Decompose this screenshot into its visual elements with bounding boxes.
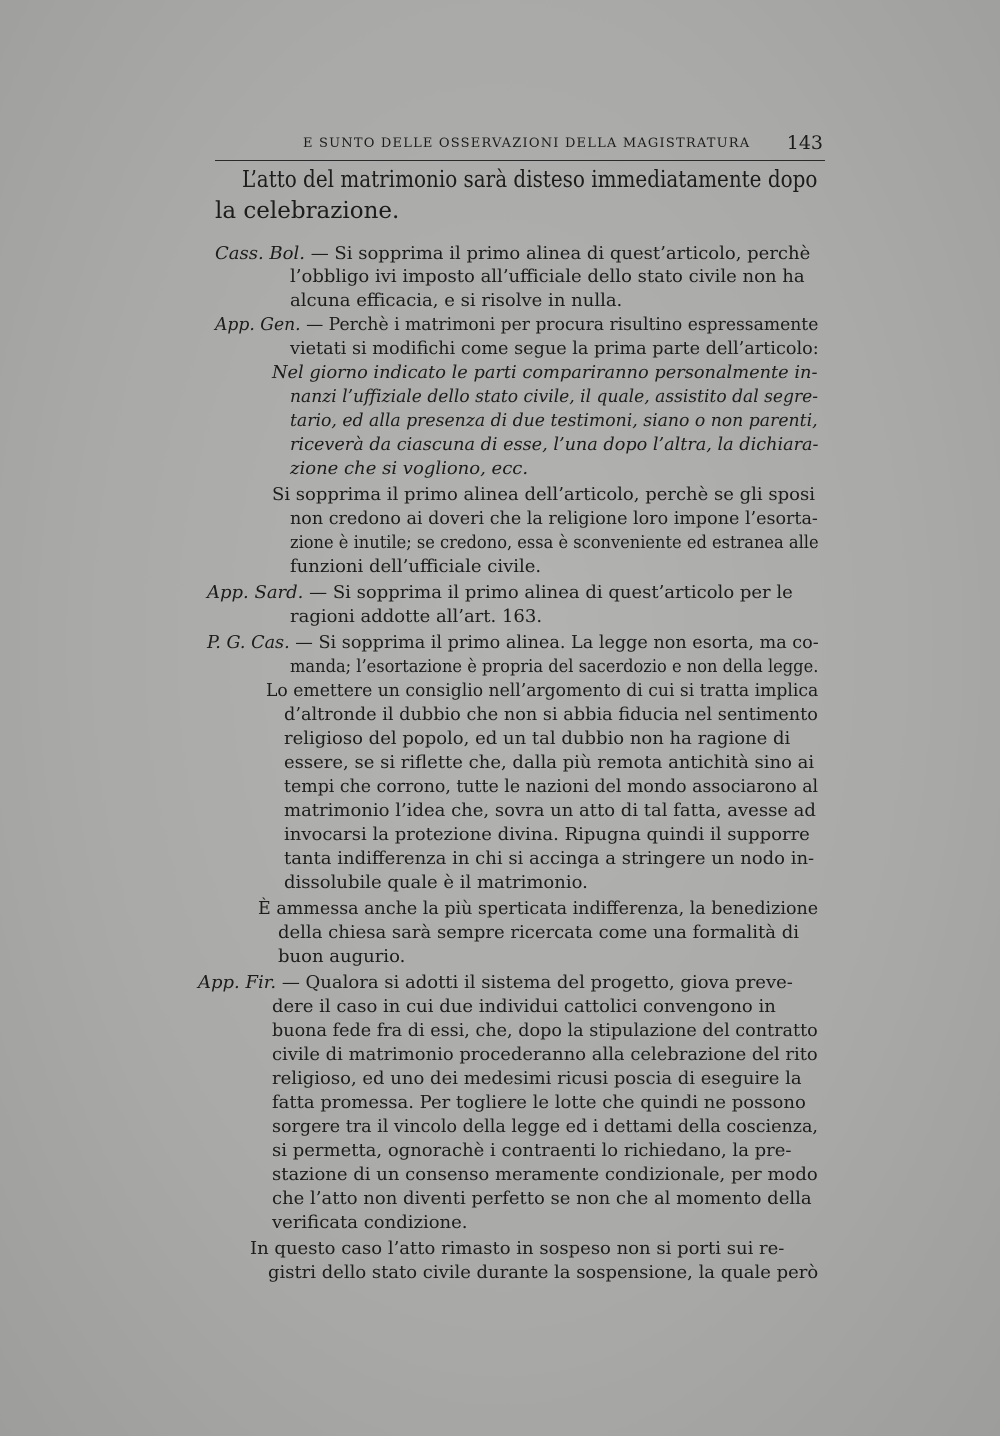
text-line (272, 484, 815, 506)
text-line (242, 166, 817, 194)
line-text: manda; l’esortazione è propria del sacerdozio e non della legge. (290, 656, 819, 677)
line-text: l’obbligo ivi imposto all’ufficiale dello stato civile non ha (290, 266, 805, 287)
line-text: che l’atto non diventi perfetto se non che al momento della (272, 1188, 812, 1209)
text-line (272, 1188, 812, 1210)
text-line (290, 338, 819, 360)
line-text: — Qualora si adotti il sistema del progetto, giova preve- (276, 972, 793, 993)
text-line (272, 1044, 818, 1066)
line-text: L’atto del matrimonio sarà disteso immediatamente dopo (242, 167, 818, 193)
text-line (290, 556, 541, 578)
line-text: funzioni dell’ufficiale civile. (290, 556, 542, 577)
text-line (284, 776, 818, 798)
text-line (284, 848, 814, 870)
line-text: È ammessa anche la più sperticata indifferenza, la benedizione (258, 898, 819, 919)
text-line (272, 1068, 802, 1090)
text-line (198, 972, 793, 994)
source-label: App. Fir. (198, 972, 277, 993)
line-text: matrimonio l’idea che, sovra un atto di tal fatta, avesse ad (284, 800, 816, 821)
line-text: zione che si vogliono, ecc. (290, 458, 529, 479)
line-text: buon augurio. (278, 946, 406, 967)
text-line (290, 458, 528, 480)
text-line (272, 996, 776, 1018)
line-text: In questo caso l’atto rimasto in sospeso non si porti sui re- (250, 1238, 785, 1259)
text-line (284, 704, 818, 726)
text-line (290, 434, 819, 456)
text-line (272, 1140, 792, 1162)
line-text: della chiesa sarà sempre ricercata come una formalità di (278, 922, 799, 943)
line-text: ragioni addotte all’art. 163. (290, 606, 543, 627)
line-text: Lo emettere un consiglio nell’argomento di cui si tratta implica (266, 680, 819, 701)
text-line (272, 1092, 806, 1114)
source-label: P. G. Cas. (207, 632, 290, 653)
text-line (284, 872, 588, 894)
line-text: invocarsi la protezione divina. Ripugna quindi il supporre (284, 824, 810, 845)
line-text: — Si sopprima il primo alinea di quest’articolo per le (303, 582, 793, 603)
text-line (290, 410, 818, 432)
line-text: stazione di un consenso meramente condizionale, per modo (272, 1164, 818, 1185)
line-text: religioso, ed uno dei medesimi ricusi poscia di eseguire la (272, 1068, 802, 1089)
text-line (290, 290, 622, 312)
text-line (290, 532, 819, 554)
text-line (284, 800, 816, 822)
line-text: sorgere tra il vincolo della legge ed i dettami della coscienza, (272, 1116, 818, 1137)
text-line (272, 1116, 818, 1138)
line-text: la celebrazione. (215, 198, 400, 224)
text-line (215, 243, 810, 265)
line-text: dere il caso in cui due individui cattolici convengono in (272, 996, 776, 1017)
line-text: buona fede fra di essi, che, dopo la stipulazione del contratto (272, 1020, 818, 1041)
text-line (258, 898, 818, 920)
line-text: Nel giorno indicato le parti compariranno personalmente in- (272, 362, 818, 383)
text-line (272, 362, 817, 384)
line-text: d’altronde il dubbio che non si abbia fiducia nel sentimento (284, 704, 818, 725)
line-text: si permetta, ognorachè i contraenti lo richiedano, la pre- (272, 1140, 792, 1161)
line-text: alcuna efficacia, e si risolve in nulla. (290, 290, 623, 311)
source-label: App. Gen. (215, 314, 301, 335)
line-text: gistri dello stato civile durante la sospensione, la quale però (268, 1262, 819, 1283)
line-text: tario, ed alla presenza di due testimoni, siano o non parenti, (290, 410, 818, 431)
text-line (268, 1262, 818, 1284)
page-header (215, 128, 825, 161)
source-label: App. Sard. (207, 582, 304, 603)
text-line (207, 582, 793, 604)
text-line (266, 680, 818, 702)
line-text: dissolubile quale è il matrimonio. (284, 872, 588, 893)
line-text: vietati si modifichi come segue la prima parte dell’articolo: (290, 338, 819, 359)
text-line (290, 656, 818, 678)
line-text: zione è inutile; se credono, essa è sconveniente ed estranea alle (290, 532, 819, 553)
text-line (290, 386, 818, 408)
text-line (207, 632, 819, 654)
line-text: tempi che corrono, tutte le nazioni del mondo associarono al (284, 776, 819, 797)
text-line (272, 1212, 468, 1234)
source-label: Cass. Bol. (215, 243, 305, 264)
text-line (250, 1238, 784, 1260)
line-text: religioso del popolo, ed un tal dubbio non ha ragione di (284, 728, 791, 749)
line-text: non credono ai doveri che la religione loro impone l’esorta- (290, 508, 818, 529)
line-text: essere, se si riflette che, dalla più remota antichità sino ai (284, 752, 815, 773)
text-line (290, 606, 542, 628)
text-line (272, 1020, 818, 1042)
line-text: nanzi l’uffiziale dello stato civile, il quale, assistito dal segre- (290, 386, 819, 407)
text-line (284, 752, 814, 774)
text-line (215, 314, 818, 336)
line-text: civile di matrimonio procederanno alla celebrazione del rito (272, 1044, 818, 1065)
text-line (290, 508, 818, 530)
line-text: — Perchè i matrimoni per procura risultino espressamente (300, 314, 819, 335)
text-line (278, 922, 799, 944)
line-text: verificata condizione. (272, 1212, 468, 1233)
running-head: E SUNTO DELLE OSSERVAZIONI DELLA MAGISTRATURA (303, 136, 751, 151)
line-text: Si sopprima il primo alinea dell’articolo, perchè se gli sposi (272, 484, 815, 505)
text-line (278, 946, 405, 968)
line-text: riceverà da ciascuna di esse, l’una dopo l’altra, la dichiara- (290, 434, 819, 455)
text-line (215, 197, 399, 225)
text-line (284, 728, 790, 750)
text-line (284, 824, 810, 846)
line-text: — Si sopprima il primo alinea. La legge non esorta, ma co- (289, 632, 819, 653)
line-text: fatta promessa. Per togliere le lotte che quindi ne possono (272, 1092, 806, 1113)
line-text: tanta indifferenza in chi si accinga a stringere un nodo in- (284, 848, 815, 869)
page-number: 143 (786, 132, 823, 154)
text-line (272, 1164, 818, 1186)
line-text: — Si sopprima il primo alinea di quest’articolo, perchè (304, 243, 811, 264)
text-line (290, 266, 805, 288)
